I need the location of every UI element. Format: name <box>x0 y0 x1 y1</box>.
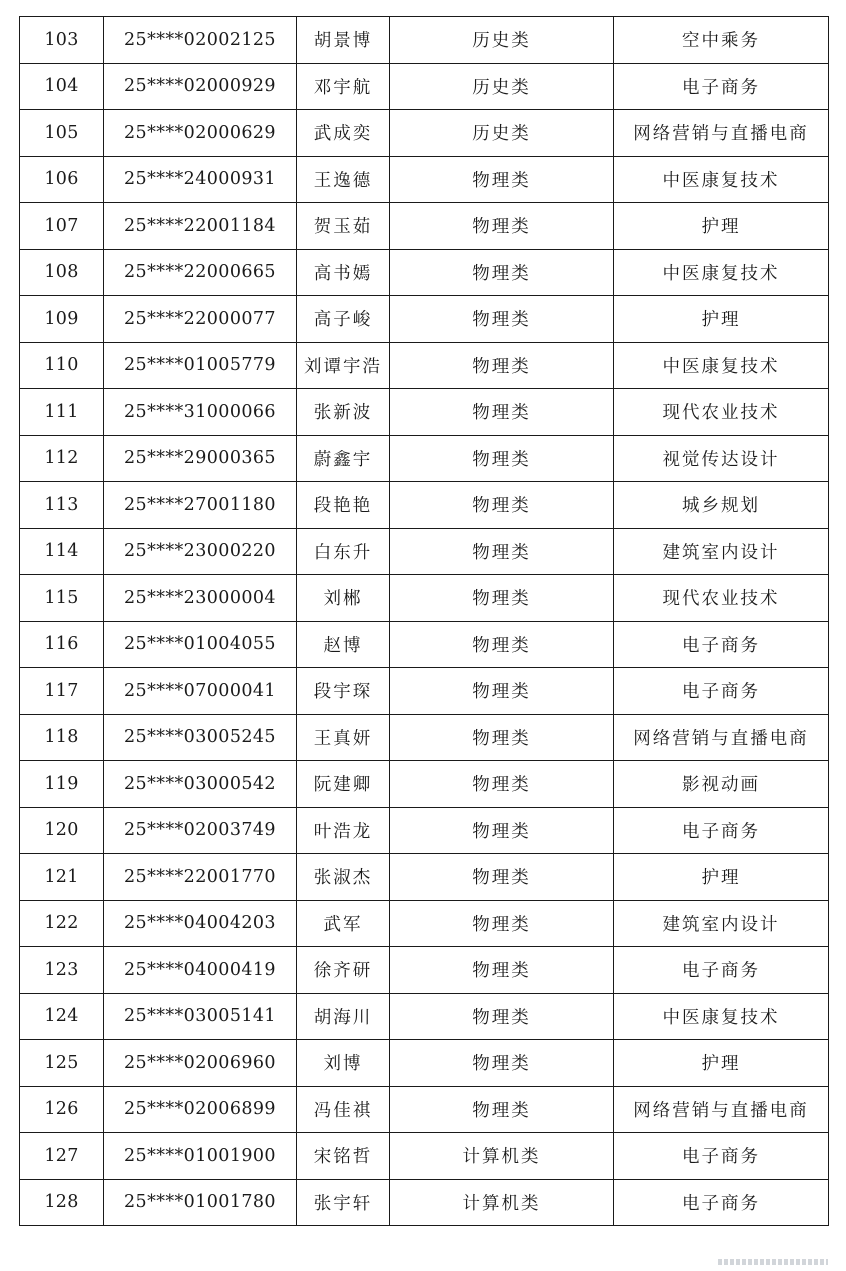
table-row <box>20 1133 829 1180</box>
subject-category-cell: 物理类 <box>390 621 614 668</box>
serial-number-cell: 119 <box>20 761 104 808</box>
major-cell: 电子商务 <box>614 1179 829 1226</box>
major-cell: 城乡规划 <box>614 482 829 529</box>
table-row <box>20 575 829 622</box>
serial-number-cell: 113 <box>20 482 104 529</box>
subject-category-cell: 物理类 <box>390 435 614 482</box>
subject-category-cell: 物理类 <box>390 668 614 715</box>
major-cell: 电子商务 <box>614 668 829 715</box>
table-row <box>20 110 829 157</box>
exam-id-cell: 25****01004055 <box>104 621 297 668</box>
major-cell: 视觉传达设计 <box>614 435 829 482</box>
serial-number-cell: 107 <box>20 203 104 250</box>
student-name-cell: 张淑杰 <box>297 854 390 901</box>
subject-category-cell: 物理类 <box>390 528 614 575</box>
exam-id-cell: 25****03005141 <box>104 993 297 1040</box>
subject-category-cell: 历史类 <box>390 63 614 110</box>
exam-id-cell: 25****29000365 <box>104 435 297 482</box>
exam-id-cell: 25****23000004 <box>104 575 297 622</box>
table-row <box>20 342 829 389</box>
table-row <box>20 528 829 575</box>
exam-id-cell: 25****02000929 <box>104 63 297 110</box>
student-name-cell: 张宇轩 <box>297 1179 390 1226</box>
major-cell: 中医康复技术 <box>614 993 829 1040</box>
table-row <box>20 203 829 250</box>
table-body <box>20 17 829 1226</box>
major-cell: 网络营销与直播电商 <box>614 714 829 761</box>
table-row <box>20 17 829 64</box>
serial-number-cell: 116 <box>20 621 104 668</box>
exam-id-cell: 25****23000220 <box>104 528 297 575</box>
table-row <box>20 668 829 715</box>
subject-category-cell: 物理类 <box>390 482 614 529</box>
subject-category-cell: 物理类 <box>390 575 614 622</box>
student-name-cell: 王逸德 <box>297 156 390 203</box>
subject-category-cell: 物理类 <box>390 761 614 808</box>
table-row <box>20 389 829 436</box>
subject-category-cell: 物理类 <box>390 203 614 250</box>
serial-number-cell: 106 <box>20 156 104 203</box>
table-row <box>20 1086 829 1133</box>
subject-category-cell: 物理类 <box>390 947 614 994</box>
student-name-cell: 宋铭哲 <box>297 1133 390 1180</box>
serial-number-cell: 126 <box>20 1086 104 1133</box>
watermark <box>718 1259 828 1265</box>
serial-number-cell: 121 <box>20 854 104 901</box>
table-row <box>20 1040 829 1087</box>
serial-number-cell: 118 <box>20 714 104 761</box>
table-row <box>20 1179 829 1226</box>
table-row <box>20 621 829 668</box>
major-cell: 中医康复技术 <box>614 249 829 296</box>
major-cell: 影视动画 <box>614 761 829 808</box>
student-name-cell: 贺玉茹 <box>297 203 390 250</box>
student-name-cell: 王真妍 <box>297 714 390 761</box>
major-cell: 中医康复技术 <box>614 156 829 203</box>
exam-id-cell: 25****07000041 <box>104 668 297 715</box>
exam-id-cell: 25****22000665 <box>104 249 297 296</box>
exam-id-cell: 25****27001180 <box>104 482 297 529</box>
subject-category-cell: 物理类 <box>390 900 614 947</box>
serial-number-cell: 120 <box>20 807 104 854</box>
table-row <box>20 63 829 110</box>
student-name-cell: 张新波 <box>297 389 390 436</box>
major-cell: 网络营销与直播电商 <box>614 110 829 157</box>
table-row <box>20 807 829 854</box>
subject-category-cell: 物理类 <box>390 296 614 343</box>
subject-category-cell: 物理类 <box>390 389 614 436</box>
subject-category-cell: 计算机类 <box>390 1179 614 1226</box>
table-row <box>20 482 829 529</box>
subject-category-cell: 历史类 <box>390 110 614 157</box>
serial-number-cell: 110 <box>20 342 104 389</box>
admission-list-sheet <box>19 16 828 1226</box>
exam-id-cell: 25****01005779 <box>104 342 297 389</box>
major-cell: 建筑室内设计 <box>614 528 829 575</box>
student-name-cell: 邓宇航 <box>297 63 390 110</box>
subject-category-cell: 历史类 <box>390 17 614 64</box>
major-cell: 护理 <box>614 296 829 343</box>
serial-number-cell: 128 <box>20 1179 104 1226</box>
subject-category-cell: 物理类 <box>390 156 614 203</box>
student-name-cell: 刘郴 <box>297 575 390 622</box>
major-cell: 建筑室内设计 <box>614 900 829 947</box>
major-cell: 现代农业技术 <box>614 389 829 436</box>
serial-number-cell: 103 <box>20 17 104 64</box>
serial-number-cell: 115 <box>20 575 104 622</box>
student-name-cell: 段艳艳 <box>297 482 390 529</box>
serial-number-cell: 109 <box>20 296 104 343</box>
major-cell: 电子商务 <box>614 807 829 854</box>
table-row <box>20 900 829 947</box>
exam-id-cell: 25****02006960 <box>104 1040 297 1087</box>
student-name-cell: 叶浩龙 <box>297 807 390 854</box>
student-name-cell: 胡景博 <box>297 17 390 64</box>
exam-id-cell: 25****02003749 <box>104 807 297 854</box>
student-name-cell: 武成奕 <box>297 110 390 157</box>
major-cell: 电子商务 <box>614 621 829 668</box>
table-row <box>20 249 829 296</box>
exam-id-cell: 25****01001780 <box>104 1179 297 1226</box>
major-cell: 护理 <box>614 203 829 250</box>
serial-number-cell: 111 <box>20 389 104 436</box>
table-row <box>20 761 829 808</box>
serial-number-cell: 114 <box>20 528 104 575</box>
exam-id-cell: 25****24000931 <box>104 156 297 203</box>
major-cell: 中医康复技术 <box>614 342 829 389</box>
exam-id-cell: 25****22001770 <box>104 854 297 901</box>
subject-category-cell: 物理类 <box>390 854 614 901</box>
table-row <box>20 993 829 1040</box>
exam-id-cell: 25****04000419 <box>104 947 297 994</box>
student-name-cell: 刘博 <box>297 1040 390 1087</box>
major-cell: 护理 <box>614 1040 829 1087</box>
exam-id-cell: 25****02006899 <box>104 1086 297 1133</box>
exam-id-cell: 25****03000542 <box>104 761 297 808</box>
exam-id-cell: 25****22001184 <box>104 203 297 250</box>
serial-number-cell: 104 <box>20 63 104 110</box>
table-row <box>20 947 829 994</box>
major-cell: 电子商务 <box>614 1133 829 1180</box>
subject-category-cell: 物理类 <box>390 993 614 1040</box>
student-name-cell: 蔚鑫宇 <box>297 435 390 482</box>
student-name-cell: 刘谭宇浩 <box>297 342 390 389</box>
major-cell: 网络营销与直播电商 <box>614 1086 829 1133</box>
serial-number-cell: 123 <box>20 947 104 994</box>
major-cell: 现代农业技术 <box>614 575 829 622</box>
table-row <box>20 156 829 203</box>
subject-category-cell: 物理类 <box>390 1040 614 1087</box>
subject-category-cell: 物理类 <box>390 249 614 296</box>
subject-category-cell: 物理类 <box>390 342 614 389</box>
student-name-cell: 白东升 <box>297 528 390 575</box>
admission-table <box>19 16 829 1226</box>
major-cell: 护理 <box>614 854 829 901</box>
student-name-cell: 阮建卿 <box>297 761 390 808</box>
subject-category-cell: 物理类 <box>390 807 614 854</box>
exam-id-cell: 25****01001900 <box>104 1133 297 1180</box>
exam-id-cell: 25****22000077 <box>104 296 297 343</box>
student-name-cell: 高书嫣 <box>297 249 390 296</box>
exam-id-cell: 25****03005245 <box>104 714 297 761</box>
exam-id-cell: 25****31000066 <box>104 389 297 436</box>
student-name-cell: 高子峻 <box>297 296 390 343</box>
table-row <box>20 435 829 482</box>
major-cell: 电子商务 <box>614 63 829 110</box>
serial-number-cell: 112 <box>20 435 104 482</box>
serial-number-cell: 127 <box>20 1133 104 1180</box>
table-row <box>20 854 829 901</box>
serial-number-cell: 122 <box>20 900 104 947</box>
exam-id-cell: 25****02002125 <box>104 17 297 64</box>
serial-number-cell: 105 <box>20 110 104 157</box>
exam-id-cell: 25****02000629 <box>104 110 297 157</box>
major-cell: 电子商务 <box>614 947 829 994</box>
student-name-cell: 段宇琛 <box>297 668 390 715</box>
serial-number-cell: 117 <box>20 668 104 715</box>
subject-category-cell: 物理类 <box>390 1086 614 1133</box>
student-name-cell: 武军 <box>297 900 390 947</box>
student-name-cell: 徐齐研 <box>297 947 390 994</box>
subject-category-cell: 计算机类 <box>390 1133 614 1180</box>
major-cell: 空中乘务 <box>614 17 829 64</box>
table-row <box>20 296 829 343</box>
student-name-cell: 冯佳祺 <box>297 1086 390 1133</box>
serial-number-cell: 125 <box>20 1040 104 1087</box>
table-row <box>20 714 829 761</box>
exam-id-cell: 25****04004203 <box>104 900 297 947</box>
student-name-cell: 胡海川 <box>297 993 390 1040</box>
subject-category-cell: 物理类 <box>390 714 614 761</box>
serial-number-cell: 124 <box>20 993 104 1040</box>
student-name-cell: 赵博 <box>297 621 390 668</box>
serial-number-cell: 108 <box>20 249 104 296</box>
